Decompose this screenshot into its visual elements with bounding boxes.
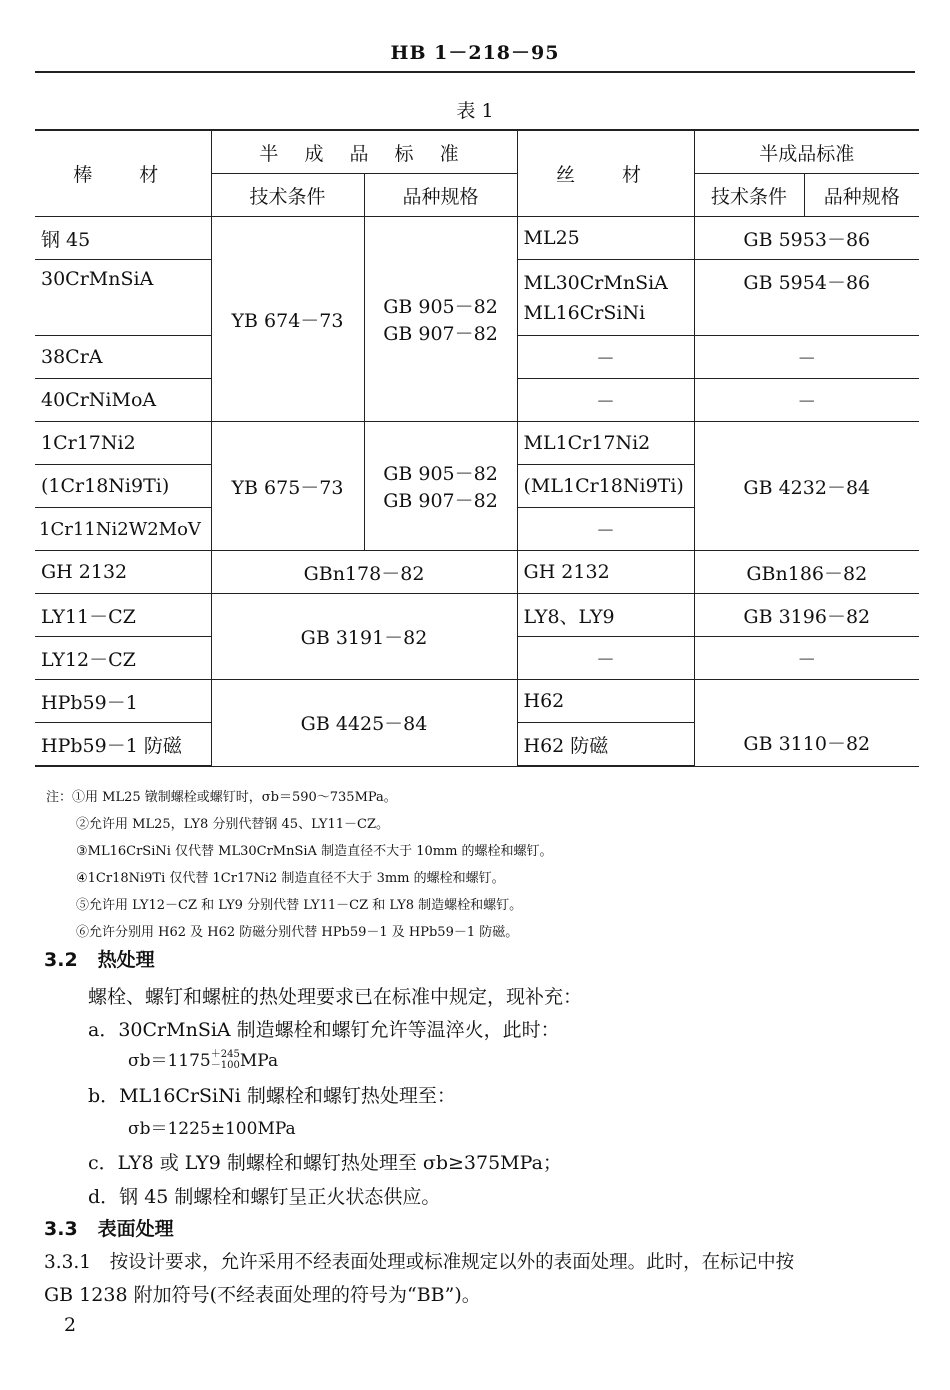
head-wire: 丝 材 [517, 130, 694, 217]
semi-std-cell: GBn178－82 [211, 551, 517, 594]
section-3-3-heading: 3.3 表面处理 [44, 1218, 174, 1240]
wire-cell: ML30CrMnSiA ML16CrSiNi [517, 260, 694, 336]
section-3-2-heading: 3.2 热处理 [44, 949, 155, 971]
section-3-3-1-line1: 3.3.1 按设计要求，允许采用不经表面处理或标准规定以外的表面处理。此时，在标记中按 [44, 1252, 795, 1273]
bar-cell: GH 2132 [35, 551, 211, 594]
wire-std-cell: － [694, 336, 919, 379]
wire-std-cell: GB 3110－82 [694, 680, 919, 767]
bar-cell: 40CrNiMoA [35, 379, 211, 422]
bar-cell: (1Cr18Ni9Ti) [35, 465, 211, 508]
wire-std-cell: GBn186－82 [694, 551, 919, 594]
page-number: 2 [64, 1314, 77, 1336]
item-c: c．LY8 或 LY9 制螺栓和螺钉热处理至 σb≥375MPa； [88, 1152, 562, 1174]
material-standards-table [35, 129, 919, 767]
bar-cell: HPb59－1 防磁 [35, 723, 211, 767]
bar-cell: 30CrMnSiA [35, 260, 211, 336]
head-tech-cond: 技术条件 [211, 174, 364, 217]
wire-cell: － [517, 637, 694, 680]
wire-cell: － [517, 508, 694, 551]
note-line: ⑥允许分别用 H62 及 H62 防磁分别代替 HPb59－1 及 HPb59－1 防磁。 [76, 925, 519, 940]
formula-a: σb＝1175 ＋245 －100 MPa [128, 1048, 279, 1071]
wire-std-cell: GB 5953－86 [694, 217, 919, 260]
wire-std-cell: GB 4232－84 [694, 422, 919, 551]
bar-cell: LY11－CZ [35, 594, 211, 637]
head-bar: 棒 材 [35, 130, 211, 217]
bar-cell: 钢 45 [35, 217, 211, 260]
wire-cell: GH 2132 [517, 551, 694, 594]
wire-cell: － [517, 379, 694, 422]
bar-cell: 1Cr17Ni2 [35, 422, 211, 465]
note-line: ③ML16CrSiNi 仅代替 ML30CrMnSiA 制造直径不大于 10mm 的螺栓和螺钉。 [76, 844, 553, 859]
tech-cond-cell: YB 674－73 [211, 217, 364, 422]
head-variety-spec-right: 品种规格 [804, 174, 919, 217]
table-caption: 表 1 [456, 100, 494, 122]
note-line: ④1Cr18Ni9Ti 仅代替 1Cr17Ni2 制造直径不大于 3mm 的螺栓和螺钉。 [76, 871, 505, 886]
wire-cell: LY8、LY9 [517, 594, 694, 637]
wire-cell: (ML1Cr18Ni9Ti) [517, 465, 694, 508]
item-d: d．钢 45 制螺栓和螺钉呈正火状态供应。 [88, 1186, 441, 1208]
head-semi-std-right: 半成品标准 [694, 130, 919, 174]
section-3-2-intro: 螺栓、螺钉和螺桩的热处理要求已在标准中规定，现补充： [88, 986, 583, 1008]
wire-cell: ML1Cr17Ni2 [517, 422, 694, 465]
bar-cell: HPb59－1 [35, 680, 211, 723]
semi-std-cell: GB 4425－84 [211, 680, 517, 767]
note-line: 注：①用 ML25 镦制螺栓或螺钉时，σb＝590～735MPa。 [46, 790, 397, 805]
table-notes [46, 784, 553, 946]
wire-std-cell: － [694, 637, 919, 680]
wire-cell: － [517, 336, 694, 379]
tech-cond-cell: YB 675－73 [211, 422, 364, 551]
note-line: ②允许用 ML25，LY8 分别代替钢 45、LY11－CZ。 [76, 817, 389, 832]
wire-std-cell: － [694, 379, 919, 422]
bar-cell: 1Cr11Ni2W2MoV [35, 508, 211, 551]
head-semi-std-left: 半 成 品 标 准 [211, 130, 517, 174]
variety-spec-cell: GB 905－82 GB 907－82 [364, 217, 517, 422]
doc-code-header: HB 1－218－95 [390, 42, 560, 64]
section-3-3-1-line2: GB 1238 附加符号(不经表面处理的符号为“BB”)。 [44, 1284, 481, 1306]
wire-std-cell: GB 3196－82 [694, 594, 919, 637]
bar-cell: LY12－CZ [35, 637, 211, 680]
formula-b: σb＝1225±100MPa [128, 1119, 296, 1139]
semi-std-cell: GB 3191－82 [211, 594, 517, 680]
head-tech-cond-right: 技术条件 [694, 174, 804, 217]
item-b: b．ML16CrSiNi 制螺栓和螺钉热处理至： [88, 1085, 456, 1107]
item-a: a．30CrMnSiA 制造螺栓和螺钉允许等温淬火，此时： [88, 1019, 560, 1041]
wire-cell: H62 防磁 [517, 723, 694, 767]
wire-std-cell: GB 5954－86 [694, 260, 919, 336]
bar-cell: 38CrA [35, 336, 211, 379]
wire-cell: ML25 [517, 217, 694, 260]
header-rule [35, 71, 915, 73]
variety-spec-cell: GB 905－82 GB 907－82 [364, 422, 517, 551]
wire-cell: H62 [517, 680, 694, 723]
note-line: ⑤允许用 LY12－CZ 和 LY9 分别代替 LY11－CZ 和 LY8 制造螺栓和螺钉。 [76, 898, 523, 913]
head-variety-spec: 品种规格 [364, 174, 517, 217]
